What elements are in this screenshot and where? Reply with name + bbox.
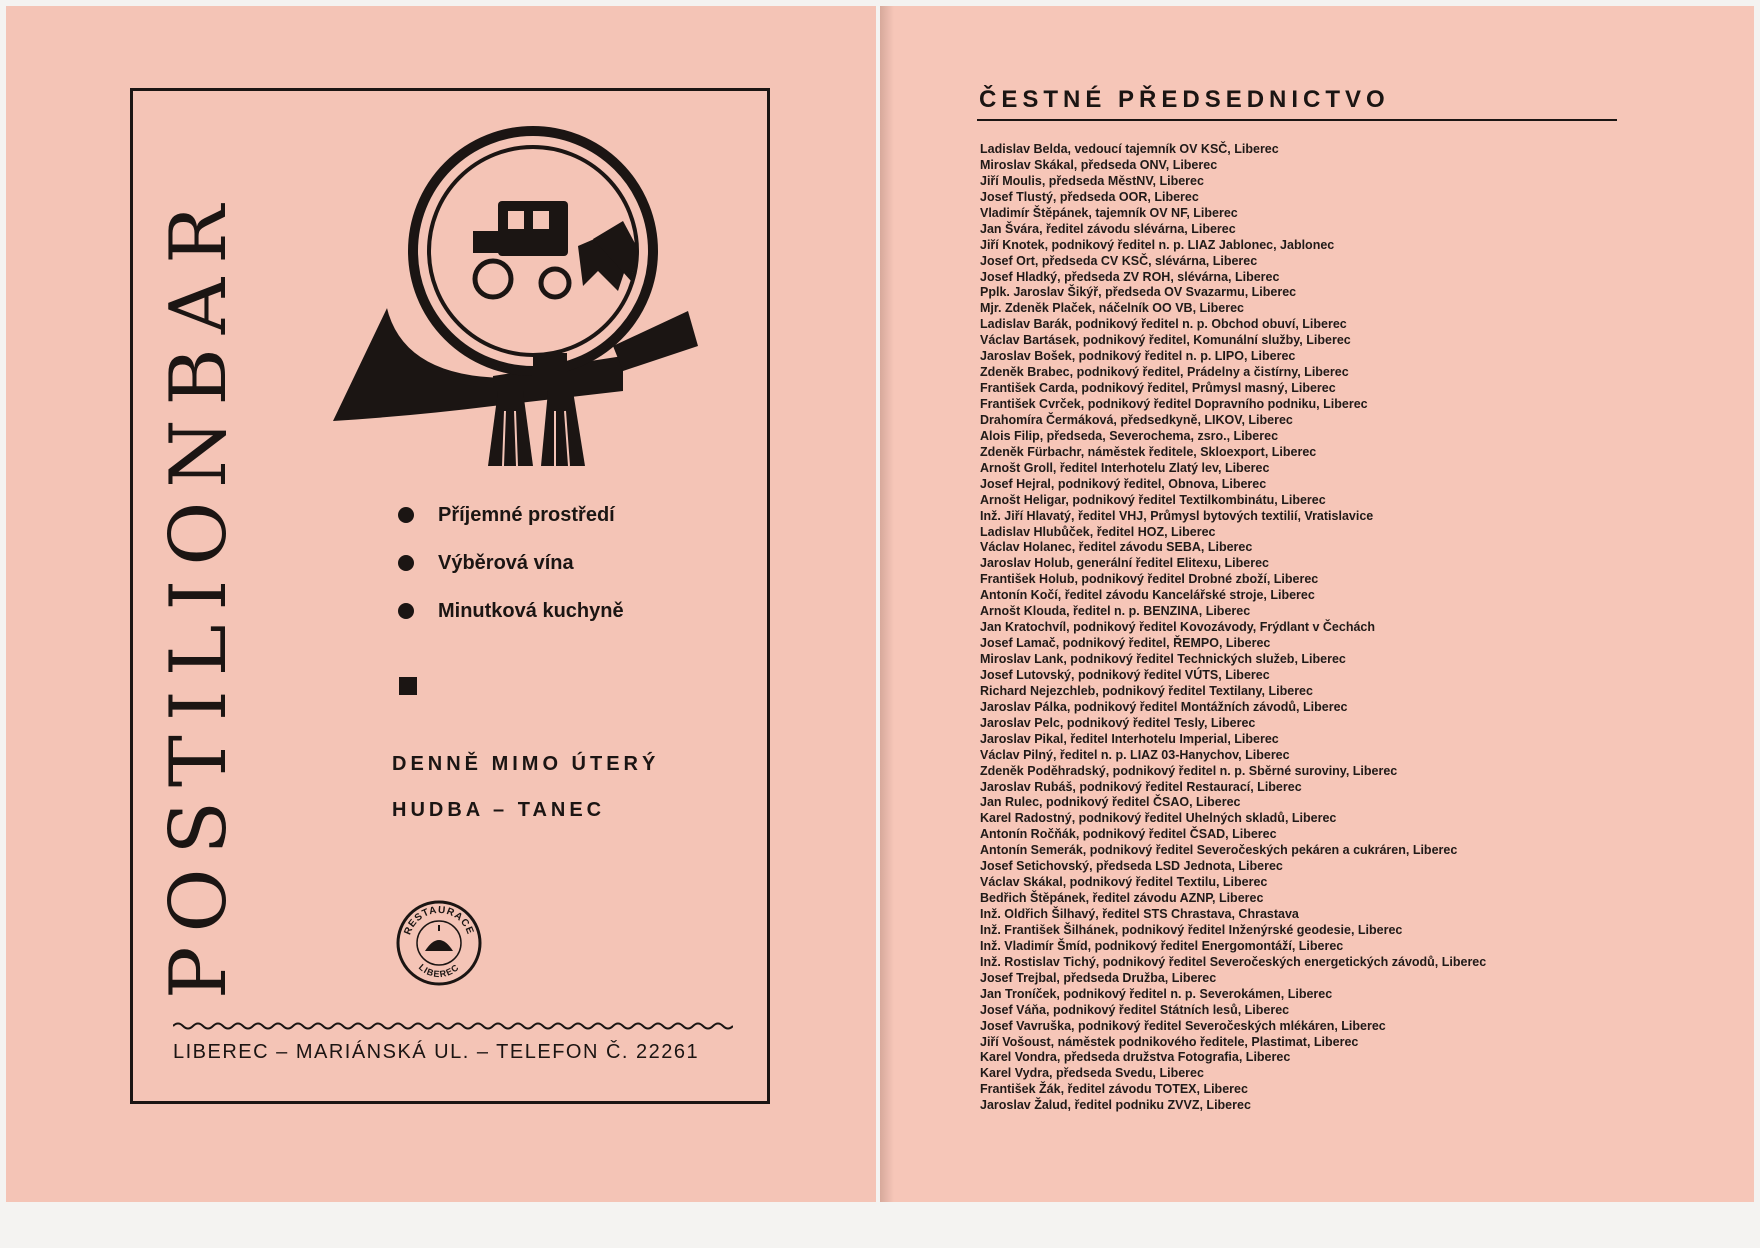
list-item: Jan Rulec, podnikový ředitel ČSAO, Liberec: [980, 795, 1241, 810]
feature-item: [398, 587, 624, 635]
list-item: Karel Vydra, předseda Svedu, Liberec: [980, 1066, 1204, 1081]
list-item: Inž. Oldřich Šilhavý, ředitel STS Chrastava, Chrastava: [980, 907, 1299, 921]
list-item: Josef Lamač, podnikový ředitel, ŘEMPO, Liberec: [980, 636, 1271, 651]
list-item: Josef Tlustý, předseda OOR, Liberec: [980, 189, 1199, 204]
list-item: Josef Lutovský, podnikový ředitel VÚTS, Liberec: [980, 667, 1270, 682]
list-item: Bedřich Štěpánek, ředitel závodu AZNP, Liberec: [980, 891, 1264, 906]
left-page-advert: [6, 6, 876, 1202]
opening-hours-text: DENNĚ MIMO ÚTERÝ: [392, 753, 660, 775]
list-item: Jaroslav Pikal, ředitel Interhotelu Imperial, Liberec: [980, 731, 1279, 746]
stagecoach-icon: [473, 201, 638, 297]
list-item: Inž. Jiří Hlavatý, ředitel VHJ, Průmysl bytových textilií, Vratislavice: [980, 508, 1374, 523]
list-item: Jiří Moulis, předseda MěstNV, Liberec: [980, 173, 1204, 188]
address-line: LIBEREC – MARIÁNSKÁ UL. – TELEFON Č. 22261: [173, 1041, 700, 1063]
feature-text: Výběrová vína: [438, 552, 574, 574]
feature-item: [398, 539, 624, 587]
list-item: Václav Skákal, podnikový ředitel Textilu, Liberec: [980, 875, 1268, 890]
list-item: Karel Vondra, předseda družstva Fotografia, Liberec: [980, 1050, 1291, 1065]
list-item: Jan Kratochvíl, podnikový ředitel Kovozávody, Frýdlant v Čechách: [980, 620, 1376, 635]
list-item: František Holub, podnikový ředitel Drobné zboží, Liberec: [980, 572, 1319, 587]
advert-frame: [130, 88, 770, 1104]
bullet-icon: [398, 507, 414, 523]
list-item: Inž. Rostislav Tichý, podnikový ředitel Severočeských energetických závodů, Liberec: [980, 954, 1487, 969]
list-item: Karel Radostný, podnikový ředitel Uhelných skladů, Liberec: [980, 811, 1337, 826]
feature-list: [398, 491, 624, 635]
gutter-shadow: [880, 6, 894, 1202]
list-item: Inž. Vladimír Šmíd, podnikový ředitel Energomontáží, Liberec: [980, 938, 1344, 953]
list-item: Alois Filip, předseda, Severochema, zsro., Liberec: [980, 428, 1279, 443]
wavy-divider: [173, 1021, 733, 1031]
stamp-bottom-text: LIBEREC: [416, 961, 462, 980]
list-item: Josef Trejbal, předseda Družba, Liberec: [980, 970, 1217, 985]
list-item: Inž. František Šilhánek, podnikový ředitel Inženýrské geodesie, Liberec: [980, 922, 1403, 937]
list-item: Jiří Knotek, podnikový ředitel n. p. LIAZ Jablonec, Jablonec: [980, 237, 1335, 252]
list-item: Jaroslav Bošek, podnikový ředitel n. p. LIPO, Liberec: [980, 349, 1296, 364]
list-item: Ladislav Hlubůček, ředitel HOZ, Liberec: [980, 524, 1216, 539]
list-item: Antonín Semerák, podnikový ředitel Severočeských pekáren a cukráren, Liberec: [980, 843, 1458, 858]
list-item: Arnošt Heligar, podnikový ředitel Textilkombinátu, Liberec: [980, 492, 1326, 507]
list-item: Drahomíra Čermáková, předsedkyně, LIKOV, Liberec: [980, 412, 1293, 427]
list-item: Jiří Vošoust, náměstek podnikového ředitele, Plastimat, Liberec: [980, 1034, 1359, 1049]
list-item: Jan Švára, ředitel závodu slévárna, Liberec: [980, 221, 1236, 236]
list-item: Arnošt Groll, ředitel Interhotelu Zlatý lev, Liberec: [980, 460, 1270, 475]
list-item: Jaroslav Rubáš, podnikový ředitel Restaurací, Liberec: [980, 779, 1302, 794]
list-item: Josef Hladký, předseda ZV ROH, slévárna, Liberec: [980, 269, 1280, 284]
list-item: Josef Vavruška, podnikový ředitel Severočeských mlékáren, Liberec: [980, 1018, 1386, 1033]
post-horn-icon: [293, 121, 713, 481]
page-heading: ČESTNÉ PŘEDSEDNICTVO: [979, 86, 1390, 113]
list-item: Jaroslav Holub, generální ředitel Elitexu, Liberec: [980, 556, 1269, 571]
presidium-list: [980, 142, 1486, 1114]
list-item: Jaroslav Pelc, podnikový ředitel Tesly, Liberec: [980, 715, 1256, 730]
list-item: Zdeněk Poděhradský, podnikový ředitel n. p. Sběrné suroviny, Liberec: [980, 763, 1398, 778]
list-item: Arnošt Klouda, ředitel n. p. BENZINA, Liberec: [980, 604, 1251, 619]
list-item: Ladislav Barák, podnikový ředitel n. p. Obchod obuví, Liberec: [980, 317, 1347, 332]
list-item: Mjr. Zdeněk Plaček, náčelník OO VB, Liberec: [980, 301, 1244, 316]
list-item: Richard Nejezchleb, podnikový ředitel Textilany, Liberec: [980, 683, 1313, 698]
stamp-top-text: RESTAURACE: [402, 904, 476, 937]
heading-rule: [977, 119, 1617, 121]
list-item: František Cvrček, podnikový ředitel Dopravního podniku, Liberec: [980, 397, 1368, 411]
list-item: Josef Váňa, podnikový ředitel Státních lesů, Liberec: [980, 1002, 1290, 1017]
list-item: Václav Holanec, ředitel závodu SEBA, Liberec: [980, 540, 1253, 555]
list-item: Jan Troníček, podnikový ředitel n. p. Severokámen, Liberec: [980, 986, 1333, 1001]
list-item: Pplk. Jaroslav Šikýř, předseda OV Svazarmu, Liberec: [980, 285, 1297, 300]
list-item: Václav Bartásek, podnikový ředitel, Komunální služby, Liberec: [980, 333, 1351, 348]
list-item: Miroslav Skákal, předseda ONV, Liberec: [980, 157, 1218, 172]
list-item: Zdeněk Fürbachr, náměstek ředitele, Skloexport, Liberec: [980, 444, 1317, 459]
list-item: Jaroslav Žalud, ředitel podniku ZVVZ, Liberec: [980, 1098, 1251, 1113]
square-ornament: [399, 677, 417, 695]
bullet-icon: [398, 555, 414, 571]
list-item: František Žák, ředitel závodu TOTEX, Liberec: [980, 1082, 1248, 1097]
feature-text: Minutková kuchyně: [438, 600, 624, 622]
feature-item: [398, 491, 624, 539]
list-item: Josef Hejral, podnikový ředitel, Obnova, Liberec: [980, 476, 1267, 491]
list-item: Antonín Kočí, ředitel závodu Kancelářské stroje, Liberec: [980, 588, 1315, 603]
list-item: Vladimír Štěpánek, tajemník OV NF, Liberec: [980, 205, 1238, 220]
list-item: Zdeněk Brabec, podnikový ředitel, Prádelny a čistírny, Liberec: [980, 365, 1349, 380]
feature-text: Příjemné prostředí: [438, 504, 615, 526]
list-item: Ladislav Belda, vedoucí tajemník OV KSČ, Liberec: [980, 142, 1279, 156]
advert-vertical-title: POSTILIONBAR: [154, 191, 244, 999]
list-item: Josef Setichovský, předseda LSD Jednota, Liberec: [980, 859, 1283, 874]
list-item: Josef Ort, předseda CV KSČ, slévárna, Liberec: [980, 253, 1258, 268]
list-item: Miroslav Lank, podnikový ředitel Technických služeb, Liberec: [980, 652, 1346, 666]
right-page-list: [880, 6, 1754, 1202]
music-dance-text: HUDBA – TANEC: [392, 799, 606, 821]
list-item: František Carda, podnikový ředitel, Průmysl masný, Liberec: [980, 381, 1336, 396]
list-item: Antonín Ročňák, podnikový ředitel ČSAD, Liberec: [980, 827, 1277, 842]
bullet-icon: [398, 603, 414, 619]
list-item: Václav Pilný, ředitel n. p. LIAZ 03-Hanychov, Liberec: [980, 747, 1290, 762]
list-item: Jaroslav Pálka, podnikový ředitel Montážních závodů, Liberec: [980, 699, 1348, 714]
restaurant-stamp-icon: [395, 899, 483, 987]
